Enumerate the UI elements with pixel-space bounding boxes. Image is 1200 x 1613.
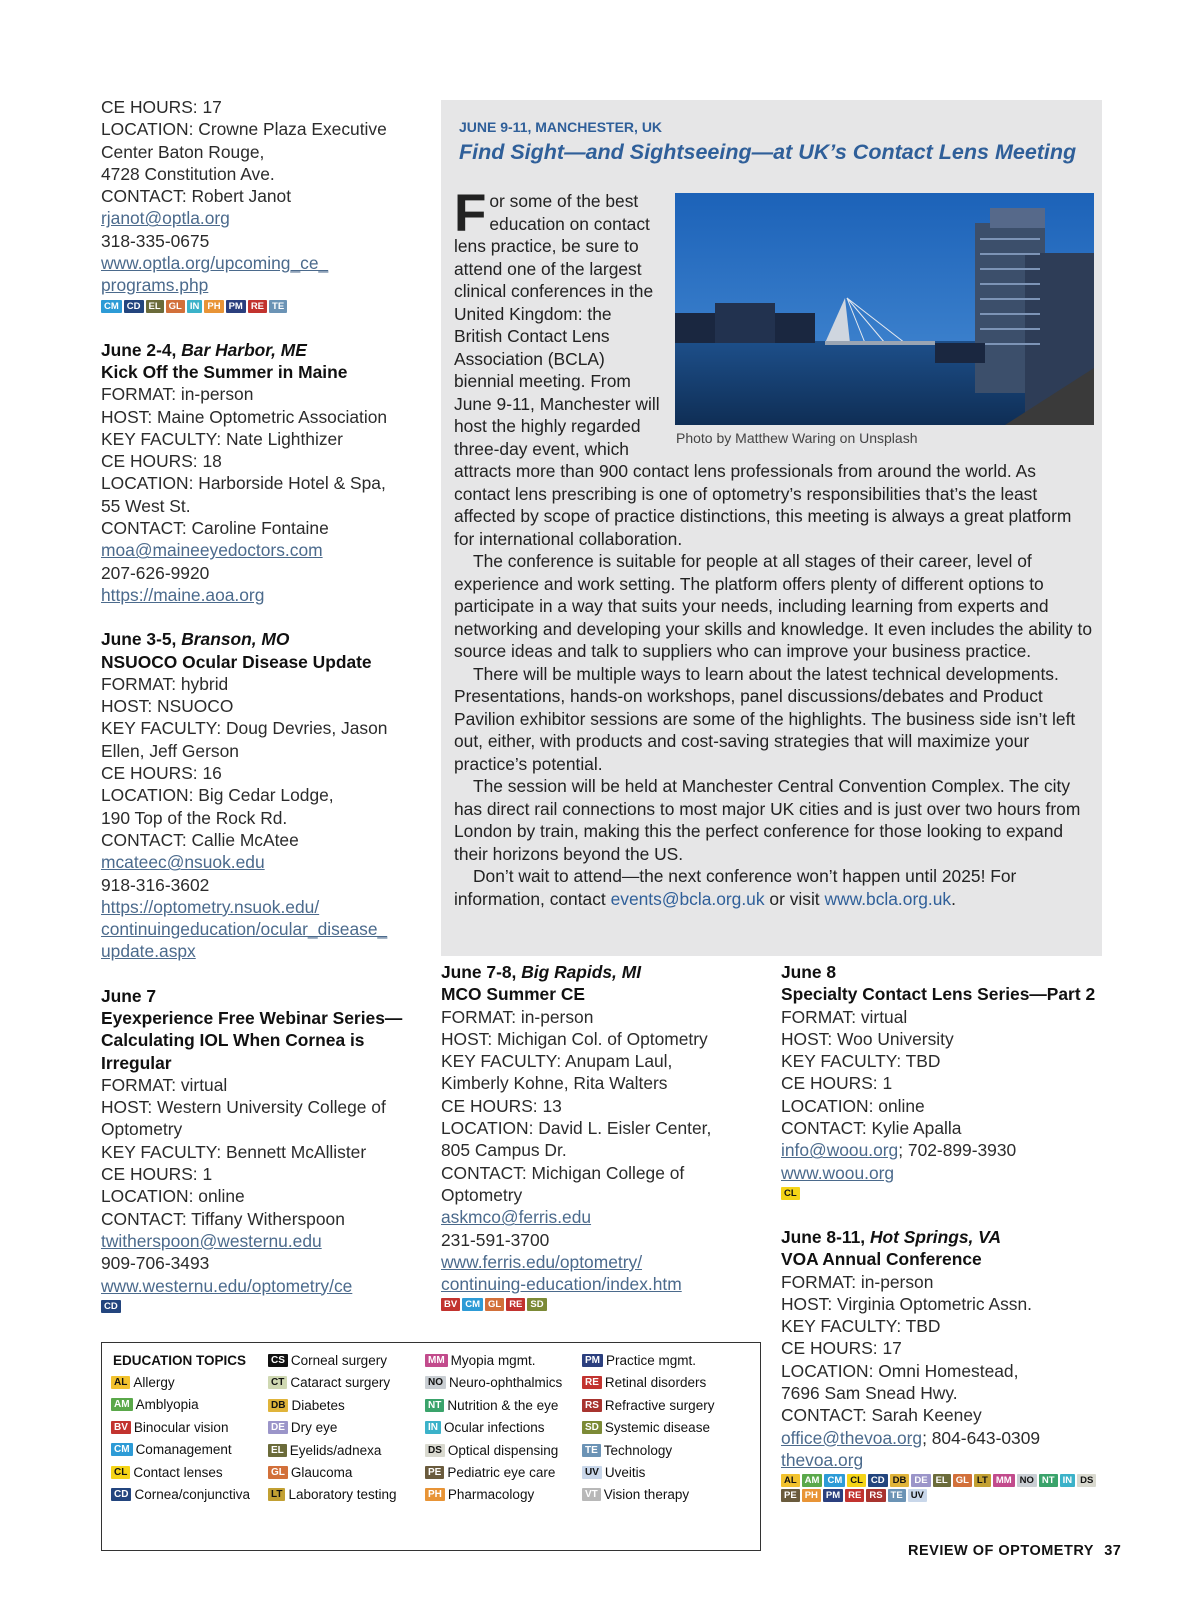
topic-tag-te: TE — [269, 300, 287, 313]
legend-heading: EDUCATION TOPICS — [113, 1353, 247, 1368]
legend-item-mm — [425, 1353, 535, 1368]
event-woo — [781, 961, 1111, 1200]
legend-item-uv — [582, 1465, 645, 1480]
event-line: CONTACT: Michigan College of — [441, 1162, 685, 1183]
legend-label: Refractive surgery — [604, 1397, 715, 1413]
event-line: HOST: Virginia Optometric Assn. — [781, 1293, 1032, 1314]
event-date: June 3-5, Branson, MO — [101, 629, 290, 650]
event-line: CONTACT: Kylie Apalla — [781, 1118, 962, 1139]
website-link[interactable]: www.woou.org — [781, 1162, 895, 1183]
topic-tag-in: IN — [425, 1421, 441, 1434]
event-date: June 8-11, Hot Springs, VA — [781, 1226, 1002, 1247]
website-link[interactable]: update.aspx — [101, 941, 196, 962]
website-link[interactable]: www.westernu.edu/optometry/ce — [101, 1275, 353, 1296]
legend-label: Allergy — [133, 1375, 175, 1390]
legend-item-cm — [111, 1442, 232, 1457]
topic-tag-te: TE — [888, 1489, 906, 1502]
topic-tag-gl: GL — [268, 1466, 288, 1479]
event-line: FORMAT: hybrid — [101, 673, 229, 694]
event-line: CE HOURS: 13 — [441, 1095, 562, 1116]
feature-paragraph: The session will be held at Manchester Central Convention Complex. The city has direct rail connections to most major UK cities and is just over two hours from London by train, making this the perfect conference for those looking to expand their horizons beyond the US. — [454, 776, 1081, 864]
legend-label: Optical dispensing — [447, 1442, 559, 1458]
drop-cap: F — [454, 184, 487, 243]
topic-tag-cl: CL — [847, 1474, 866, 1487]
event-line: HOST: Michigan Col. of Optometry — [441, 1028, 708, 1049]
topic-tag-rs: RS — [866, 1489, 885, 1502]
event-maine — [101, 339, 431, 607]
legend-label: Nutrition & the eye — [447, 1397, 559, 1413]
legend-item-vt — [582, 1487, 689, 1502]
event-line: LOCATION: Harborside Hotel & Spa, — [101, 473, 386, 494]
event-line: LOCATION: online — [101, 1186, 245, 1207]
topic-tag-gl: GL — [953, 1474, 972, 1487]
event-line: CONTACT: Sarah Keeney — [781, 1405, 982, 1426]
legend-item-no — [425, 1375, 562, 1390]
legend-item-sd — [582, 1420, 710, 1435]
event-line: LOCATION: online — [781, 1095, 925, 1116]
website-link[interactable]: thevoa.org — [781, 1449, 864, 1470]
legend-item-de — [268, 1420, 337, 1435]
topic-tag-sd: SD — [527, 1298, 546, 1311]
topic-tag-re: RE — [506, 1298, 525, 1311]
feature-body — [454, 184, 1094, 910]
event-line: LOCATION: Crowne Plaza Executive — [101, 119, 387, 140]
email-link[interactable]: askmco@ferris.edu — [441, 1207, 592, 1228]
event-line: CE HOURS: 1 — [101, 1164, 213, 1185]
legend-item-nt — [425, 1398, 558, 1413]
topic-tags — [441, 1298, 771, 1311]
legend-label: Diabetes — [291, 1397, 345, 1413]
phone: 231-591-3700 — [441, 1229, 550, 1250]
event-date: June 2-4, Bar Harbor, ME — [101, 339, 307, 360]
event-hot-springs — [781, 1226, 1111, 1502]
event-line: 190 Top of the Rock Rd. — [101, 807, 288, 828]
event-line: KEY FACULTY: TBD — [781, 1316, 941, 1337]
event-line: Optometry — [101, 1119, 183, 1140]
topic-tag-pm: PM — [823, 1489, 843, 1502]
event-line: HOST: NSUOCO — [101, 696, 234, 717]
legend-item-pe — [425, 1465, 555, 1480]
legend-item-re — [582, 1375, 706, 1390]
topic-tag-gl: GL — [485, 1298, 504, 1311]
topic-tag-cd: CD — [124, 300, 144, 313]
event-webinar — [101, 985, 431, 1313]
legend-item-cl — [111, 1465, 223, 1480]
email-link[interactable]: info@woou.org — [781, 1140, 899, 1161]
website-link[interactable]: programs.php — [101, 275, 209, 296]
event-line: KEY FACULTY: TBD — [781, 1051, 941, 1072]
legend-item-bv — [111, 1420, 228, 1435]
event-title: Eyexperience Free Webinar Series— — [101, 1007, 403, 1028]
event-line: CONTACT: Callie McAtee — [101, 829, 299, 850]
topic-tag-al: AL — [781, 1474, 800, 1487]
event-line: HOST: Woo University — [781, 1028, 954, 1049]
topic-tag-mm: MM — [993, 1474, 1015, 1487]
event-line: LOCATION: Big Cedar Lodge, — [101, 785, 334, 806]
column-1 — [101, 96, 431, 1331]
event-line: FORMAT: in-person — [441, 1006, 594, 1027]
topic-tag-ph: PH — [802, 1489, 821, 1502]
page-footer — [908, 1543, 1121, 1559]
event-line: CE HOURS: 17 — [101, 97, 222, 117]
website-link[interactable]: https://optometry.nsuok.edu/ — [101, 896, 320, 917]
legend-label: Pharmacology — [447, 1487, 535, 1503]
event-title: MCO Summer CE — [441, 984, 585, 1005]
feature-paragraph: There will be multiple ways to learn about the latest technical developments. Presentations, hands-on workshops, panel discussions/debates and Product Pavilion exhibitor sessions are some of the highlights. The business side isn’t left out, either, with products and cost-saving strategies that will maximize your practice’s potential. — [454, 663, 1076, 774]
feature-kicker: JUNE 9-11, MANCHESTER, UK — [459, 119, 663, 135]
legend-label: Vision therapy — [603, 1487, 690, 1503]
education-topics-legend — [101, 1342, 761, 1551]
event-line: CONTACT: Caroline Fontaine — [101, 518, 329, 539]
legend-item-ds — [425, 1443, 558, 1458]
legend-item-lt — [268, 1487, 397, 1502]
topic-tag-lt: LT — [974, 1474, 991, 1487]
email-link[interactable]: moa@maineeyedoctors.com — [101, 540, 323, 561]
topic-tag-cd: CD — [868, 1474, 888, 1487]
topic-tag-no: NO — [1017, 1474, 1037, 1487]
legend-item-te — [582, 1443, 672, 1458]
topic-tag-uv: UV — [908, 1489, 927, 1502]
legend-label: Practice mgmt. — [606, 1353, 697, 1368]
topic-tag-ds: DS — [425, 1444, 445, 1457]
phone: 909-706-3493 — [101, 1253, 210, 1274]
event-line: FORMAT: in-person — [101, 384, 254, 405]
event-date: June 7 — [101, 985, 157, 1006]
event-line: Ellen, Jeff Gerson — [101, 740, 239, 761]
event-line: KEY FACULTY: Nate Lighthizer — [101, 428, 343, 449]
legend-label: Contact lenses — [133, 1464, 223, 1480]
column-3 — [781, 961, 1111, 1520]
topic-tag-el: EL — [933, 1474, 951, 1487]
legend-item-pm — [582, 1353, 696, 1368]
topic-tag-de: DE — [268, 1421, 288, 1434]
topic-tag-bv: BV — [441, 1298, 460, 1311]
feature-headline: Find Sight—and Sightseeing—at UK’s Contact Lens Meeting — [459, 140, 1077, 164]
topic-tag-pm: PM — [226, 300, 246, 313]
event-line: FORMAT: virtual — [781, 1006, 908, 1027]
event-branson — [101, 628, 431, 962]
topic-tag-re: RE — [582, 1376, 602, 1389]
feature-paragraph: Don’t wait to attend—the next conference won’t happen until 2025! For information, contact events@bcla.org.uk or visit www.bcla.org.uk. — [454, 866, 1017, 909]
topic-tag-ct: CT — [268, 1376, 287, 1389]
event-title: NSUOCO Ocular Disease Update — [101, 651, 372, 672]
legend-label: Laboratory testing — [288, 1487, 397, 1503]
legend-item-ct — [268, 1375, 390, 1390]
legend-label: Cataract surgery — [290, 1375, 391, 1391]
legend-label: Pediatric eye care — [447, 1465, 556, 1480]
website-link[interactable]: continuing-education/index.htm — [441, 1274, 682, 1295]
email-link[interactable]: mcateec@nsuok.edu — [101, 852, 265, 873]
legend-label: Uveitis — [604, 1465, 646, 1480]
topic-tag-cd: CD — [101, 1300, 121, 1313]
topic-tag-nt: NT — [425, 1399, 444, 1412]
page-number: 37 — [1104, 1543, 1122, 1559]
feature-box — [441, 100, 1102, 956]
event-line: HOST: Maine Optometric Association — [101, 406, 388, 427]
topic-tag-cm: CM — [462, 1298, 483, 1311]
event-line: FORMAT: in-person — [781, 1271, 934, 1292]
topic-tag-nt: NT — [1039, 1474, 1058, 1487]
legend-item-al — [111, 1375, 175, 1390]
topic-tag-te: TE — [582, 1444, 601, 1457]
topic-tag-uv: UV — [582, 1466, 602, 1479]
phone: 318-335-0675 — [101, 230, 210, 251]
topic-tags — [101, 300, 431, 313]
topic-tag-ph: PH — [204, 300, 223, 313]
topic-tag-am: AM — [111, 1398, 133, 1411]
legend-item-gl — [268, 1465, 352, 1480]
event-line: CE HOURS: 17 — [781, 1338, 902, 1359]
legend-item-ph — [425, 1487, 534, 1502]
topic-tag-in: IN — [187, 300, 203, 313]
phone: ; 702-899-3930 — [898, 1140, 1017, 1161]
website-link[interactable]: www.ferris.edu/optometry/ — [441, 1251, 643, 1272]
legend-label: Myopia mgmt. — [450, 1353, 536, 1368]
bcla-email-link[interactable]: events@bcla.org.uk — [610, 888, 765, 909]
topic-tag-re: RE — [845, 1489, 864, 1502]
bcla-website-link[interactable]: www.bcla.org.uk — [824, 888, 952, 909]
feature-paragraph: or some of the best education on contact lens practice, be sure to attend one of the largest clinical conferences in the United Kingdom: the British Contact Lens Association (BCLA) biennial meeting. From June 9-11, Manchester will host the highly regarded three-day event, which attracts more than 900 contact lens professionals from around the world. As contact lens prescribing is one of optometry’s responsibilities that’s the least affected by scope of practice distinctions, this meeting is always a great platform for international collaboration. — [454, 191, 1072, 549]
topic-tag-ds: DS — [1077, 1474, 1096, 1487]
event-date: June 8 — [781, 962, 837, 982]
legend-label: Cornea/conjunctiva — [134, 1487, 251, 1502]
photo-caption: Photo by Matthew Waring on Unsplash — [676, 430, 918, 446]
legend-label: Systemic disease — [604, 1420, 710, 1436]
website-link[interactable]: https://maine.aoa.org — [101, 584, 265, 605]
topic-tags — [781, 1474, 1101, 1502]
website-link[interactable]: continuingeducation/ocular_disease_ — [101, 919, 388, 940]
event-title: Irregular — [101, 1052, 172, 1073]
event-big-rapids — [441, 961, 771, 1311]
legend-item-db — [268, 1398, 345, 1413]
event-line: LOCATION: David L. Eisler Center, — [441, 1118, 712, 1139]
topic-tags — [781, 1187, 1111, 1200]
legend-label: Glaucoma — [290, 1465, 353, 1480]
topic-tag-pm: PM — [582, 1354, 603, 1367]
legend-item-cd — [111, 1487, 250, 1502]
event-line: CE HOURS: 18 — [101, 451, 222, 472]
legend-item-am — [111, 1397, 199, 1412]
legend-item-el — [268, 1443, 381, 1458]
event-line: Kimberly Kohne, Rita Walters — [441, 1073, 668, 1094]
topic-tag-el: EL — [268, 1444, 287, 1457]
event-line: FORMAT: virtual — [101, 1074, 228, 1095]
event-line: 4728 Constitution Ave. — [101, 163, 275, 184]
topic-tag-mm: MM — [425, 1354, 448, 1367]
topic-tag-cl: CL — [111, 1466, 130, 1479]
topic-tag-cl: CL — [781, 1187, 800, 1200]
topic-tag-ph: PH — [425, 1488, 445, 1501]
topic-tag-sd: SD — [582, 1421, 602, 1434]
phone: 918-316-3602 — [101, 874, 210, 895]
phone: ; 804-643-0309 — [922, 1427, 1041, 1448]
event-title: Kick Off the Summer in Maine — [101, 361, 348, 382]
event-title: Calculating IOL When Cornea is — [101, 1030, 365, 1051]
legend-label: Dry eye — [290, 1420, 338, 1436]
topic-tag-in: IN — [1060, 1474, 1076, 1487]
topic-tags — [101, 1300, 431, 1313]
topic-tag-no: NO — [425, 1376, 446, 1389]
legend-label: Corneal surgery — [290, 1353, 387, 1368]
topic-tag-re: RE — [248, 300, 267, 313]
legend-label: Eyelids/adnexa — [289, 1442, 382, 1458]
topic-tag-lt: LT — [268, 1488, 285, 1501]
legend-label: Neuro-ophthalmics — [449, 1375, 563, 1391]
legend-item-rs — [582, 1398, 714, 1413]
topic-tag-cd: CD — [111, 1488, 131, 1501]
topic-tag-cm: CM — [824, 1474, 845, 1487]
topic-tag-db: DB — [890, 1474, 910, 1487]
topic-tag-bv: BV — [111, 1421, 131, 1434]
event-title: Specialty Contact Lens Series—Part 2 — [781, 984, 1096, 1005]
topic-tag-pe: PE — [781, 1489, 800, 1502]
event-line: Center Baton Rouge, — [101, 141, 265, 162]
column-2 — [441, 961, 771, 1329]
event-line: CE HOURS: 16 — [101, 763, 222, 784]
topic-tag-rs: RS — [582, 1399, 602, 1412]
legend-label: Retinal disorders — [604, 1375, 707, 1391]
topic-tag-al: AL — [111, 1376, 130, 1389]
topic-tag-cm: CM — [111, 1443, 133, 1456]
event-line: KEY FACULTY: Bennett McAllister — [101, 1141, 367, 1162]
event-top-continued — [101, 96, 431, 313]
phone: 207-626-9920 — [101, 562, 210, 583]
topic-tag-cs: CS — [268, 1354, 288, 1367]
event-line: 55 West St. — [101, 495, 191, 516]
topic-tag-de: DE — [911, 1474, 930, 1487]
legend-label: Binocular vision — [133, 1419, 229, 1435]
legend-item-cs — [268, 1353, 387, 1368]
topic-tag-db: DB — [268, 1399, 288, 1412]
event-line: CONTACT: Robert Janot — [101, 186, 292, 207]
event-line: LOCATION: Omni Homestead, — [781, 1360, 1019, 1381]
legend-label: Technology — [603, 1442, 673, 1458]
topic-tag-gl: GL — [166, 300, 185, 313]
website-link[interactable]: www.optla.org/upcoming_ce_ — [101, 253, 329, 274]
legend-label: Ocular infections — [444, 1420, 545, 1436]
topic-tag-pe: PE — [425, 1466, 444, 1479]
event-line: KEY FACULTY: Anupam Laul, — [441, 1051, 673, 1072]
event-line: 7696 Sam Snead Hwy. — [781, 1383, 958, 1404]
event-line: Optometry — [441, 1184, 523, 1205]
legend-label: Comanagement — [135, 1442, 232, 1458]
magazine-name: REVIEW OF OPTOMETRY — [908, 1543, 1094, 1559]
event-title: VOA Annual Conference — [781, 1249, 982, 1270]
topic-tag-cm: CM — [101, 300, 122, 313]
email-link[interactable]: rjanot@optla.org — [101, 208, 230, 229]
topic-tag-am: AM — [802, 1474, 823, 1487]
event-line: 805 Campus Dr. — [441, 1140, 567, 1161]
email-link[interactable]: twitherspoon@westernu.edu — [101, 1230, 322, 1251]
event-line: KEY FACULTY: Doug Devries, Jason — [101, 718, 388, 739]
event-date: June 7-8, Big Rapids, MI — [441, 962, 642, 982]
event-line: HOST: Western University College of — [101, 1097, 386, 1118]
legend-item-in — [425, 1420, 545, 1435]
topic-tag-el: EL — [146, 300, 164, 313]
topic-tag-vt: VT — [582, 1488, 601, 1501]
email-link[interactable]: office@thevoa.org — [781, 1427, 923, 1448]
feature-paragraph: The conference is suitable for people at all stages of their career, level of experience and work setting. The platform offers plenty of different options to participate in a way that suits your needs, including learning from experts and networking and developing your skills and knowledge. It even includes the ability to source ideas and talk to suppliers who can improve your business practice. — [454, 551, 1093, 661]
legend-label: Amblyopia — [135, 1397, 199, 1413]
event-line: CONTACT: Tiffany Witherspoon — [101, 1208, 345, 1229]
event-line: CE HOURS: 1 — [781, 1073, 893, 1094]
